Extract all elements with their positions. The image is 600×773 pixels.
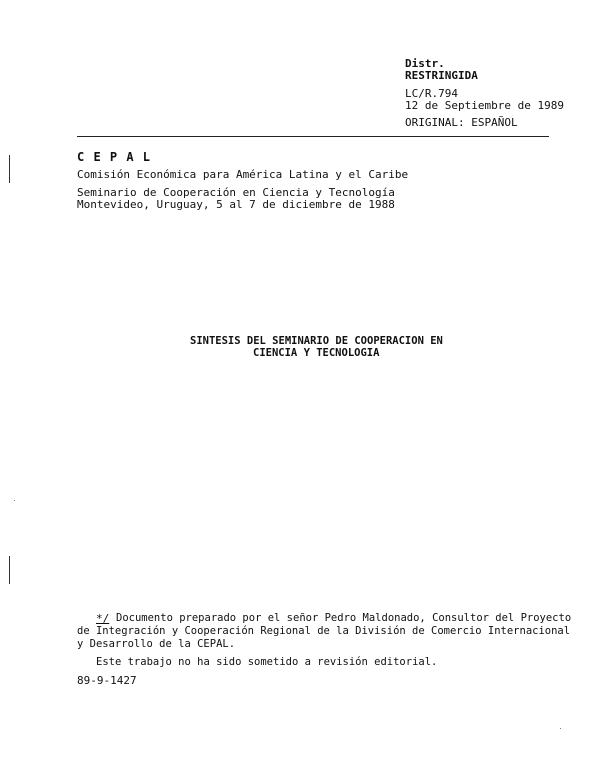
scan-margin-mark-top (9, 155, 10, 183)
editorial-note: Este trabajo no ha sido sometido a revisión editorial. (96, 656, 438, 668)
reference-number: 89-9-1427 (77, 674, 137, 687)
horizontal-rule (77, 136, 549, 137)
document-date: 12 de Septiembre de 1989 (405, 99, 564, 112)
footnote-line-1: Documento preparado por el señor Pedro Maldonado, Consultor del Proyecto (116, 612, 572, 624)
organization-acronym: C E P A L (77, 150, 152, 164)
original-language: ORIGINAL: ESPAÑOL (405, 116, 518, 129)
footnote-line-2: de Integración y Cooperación Regional de la División de Comercio Internacional (77, 625, 571, 637)
scan-speck (560, 728, 561, 729)
scan-speck (14, 500, 15, 501)
restriction-label: RESTRINGIDA (405, 69, 478, 82)
seminar-title: Seminario de Cooperación en Ciencia y Tecnología (77, 186, 395, 199)
seminar-location-date: Montevideo, Uruguay, 5 al 7 de diciembre de 1988 (77, 198, 395, 211)
document-title-line-1: SINTESIS DEL SEMINARIO DE COOPERACION EN (190, 335, 443, 347)
distr-label: Distr. (405, 57, 445, 70)
organization-name: Comisión Económica para América Latina y el Caribe (77, 168, 409, 181)
document-symbol: LC/R.794 (405, 87, 458, 100)
document-title-line-2: CIENCIA Y TECNOLOGIA (253, 347, 380, 359)
footnote-marker: */ (96, 612, 110, 625)
scan-margin-mark-bottom (9, 556, 10, 584)
footnote-line-3: y Desarrollo de la CEPAL. (77, 638, 236, 650)
